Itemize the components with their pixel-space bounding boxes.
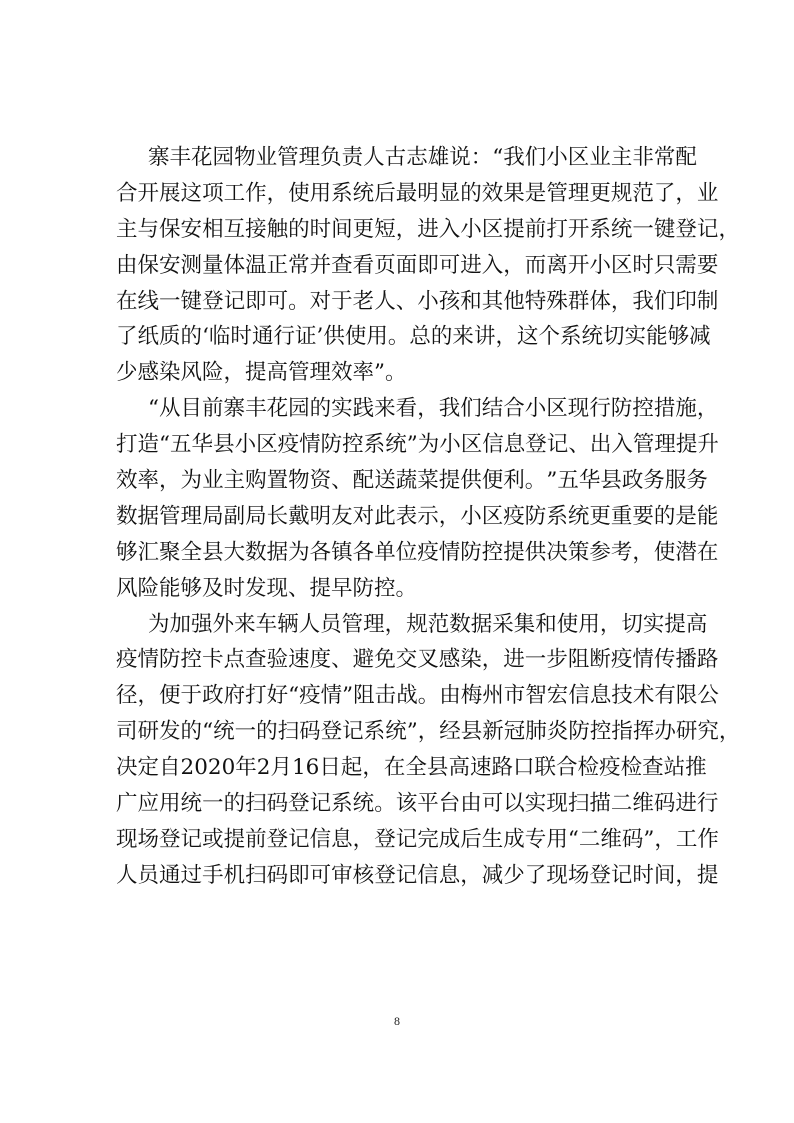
text-line: 在 线 一 键 登 记 即 可 。 对 于 老 人 、 小 孩 和 其 他 特 殊 群 体 ， 我 们 印 制 [116, 288, 719, 314]
text-line: “ 从 目 前 寨 丰 花 园 的 实 践 来 看 ， 我 们 结 合 小 区 现 行 防 控 措 施 ， [148, 396, 719, 422]
paragraph-2 [116, 391, 719, 606]
text-line: 人 员 通 过 手 机 扫 码 即 可 审 核 登 记 信 息 ， 减 少 了 现 场 登 记 时 间 ， 提 [116, 862, 719, 888]
text-line: 数 据 管 理 局 副 局 长 戴 明 友 对 此 表 示 ， 小 区 疫 防 系 统 更 重 要 的 是 能 [116, 503, 719, 529]
text-line: 司 研 发 的 “ 统 一 的 扫 码 登 记 系 统 ” ， 经 县 新 冠 肺 炎 防 控 指 挥 办 研 究 ， [116, 719, 741, 745]
text-line: 径 ， 便 于 政 府 打 好 “ 疫 情 ” 阻 击 战 。 由 梅 州 市 智 宏 信 息 技 术 有 限 公 [116, 683, 719, 709]
paragraph-3 [116, 607, 741, 894]
text-line: 广 应 用 统 一 的 扫 码 登 记 系 统 。 该 平 台 由 可 以 实 现 扫 描 二 维 码 进 行 [116, 791, 719, 817]
text-line: 主 与 保 安 相 互 接 触 的 时 间 更 短 ， 进 入 小 区 提 前 打 开 系 统 一 键 登 记 ， [116, 216, 740, 242]
body-text [116, 140, 741, 894]
text-line: 寨 丰 花 园 物 业 管 理 负 责 人 古 志 雄 说 ： “ 我 们 小 区 业 主 非 常 配 [148, 145, 697, 170]
text-line: 风险能够及时发现、提早防控。 [116, 575, 418, 601]
text-line: 效 率 ， 为 业 主 购 置 物 资 、 配 送 蔬 菜 提 供 便 利 。 ” 五 华 县 政 务 服 务 [116, 468, 708, 494]
paragraph-1 [116, 140, 740, 391]
text-line: 疫 情 防 控 卡 点 查 验 速 度 、 避 免 交 叉 感 染 ， 进 一 步 阻 断 疫 情 传 播 路 [116, 647, 719, 673]
text-line: 决 定 自 2020 年 2 月 16 日 起 ， 在 全 县 高 速 路 口 联 合 检 疫 检 查 站 推 [116, 755, 707, 781]
text-line: 合 开 展 这 项 工 作 ， 使 用 系 统 后 最 明 显 的 效 果 是 管 理 更 规 范 了 ， 业 [116, 180, 719, 206]
text-line: 由 保 安 测 量 体 温 正 常 并 查 看 页 面 即 可 进 入 ， 而 离 开 小 区 时 只 需 要 [116, 252, 719, 278]
text-line: 了 纸 质 的 ‘ 临 时 通 行 证 ’ 供 使 用 。 总 的 来 讲 ， 这 个 系 统 切 实 能 够 减 [116, 324, 711, 350]
text-line: 为 加 强 外 来 车 辆 人 员 管 理 ， 规 范 数 据 采 集 和 使 用 ， 切 实 提 高 [148, 611, 708, 637]
text-line: 少感染风险，提高管理效率”。 [116, 360, 407, 386]
page-number: 8 [394, 1014, 400, 1028]
text-line: 够 汇 聚 全 县 大 数 据 为 各 镇 各 单 位 疫 情 防 控 提 供 决 策 参 考 ， 使 潜 在 [116, 539, 719, 565]
text-line: 现 场 登 记 或 提 前 登 记 信 息 ， 登 记 完 成 后 生 成 专 用 “ 二 维 码 ” ， 工 作 [116, 826, 719, 852]
text-line: 打 造 “ 五 华 县 小 区 疫 情 防 控 系 统 ” 为 小 区 信 息 登 记 、 出 入 管 理 提 升 [116, 432, 719, 458]
